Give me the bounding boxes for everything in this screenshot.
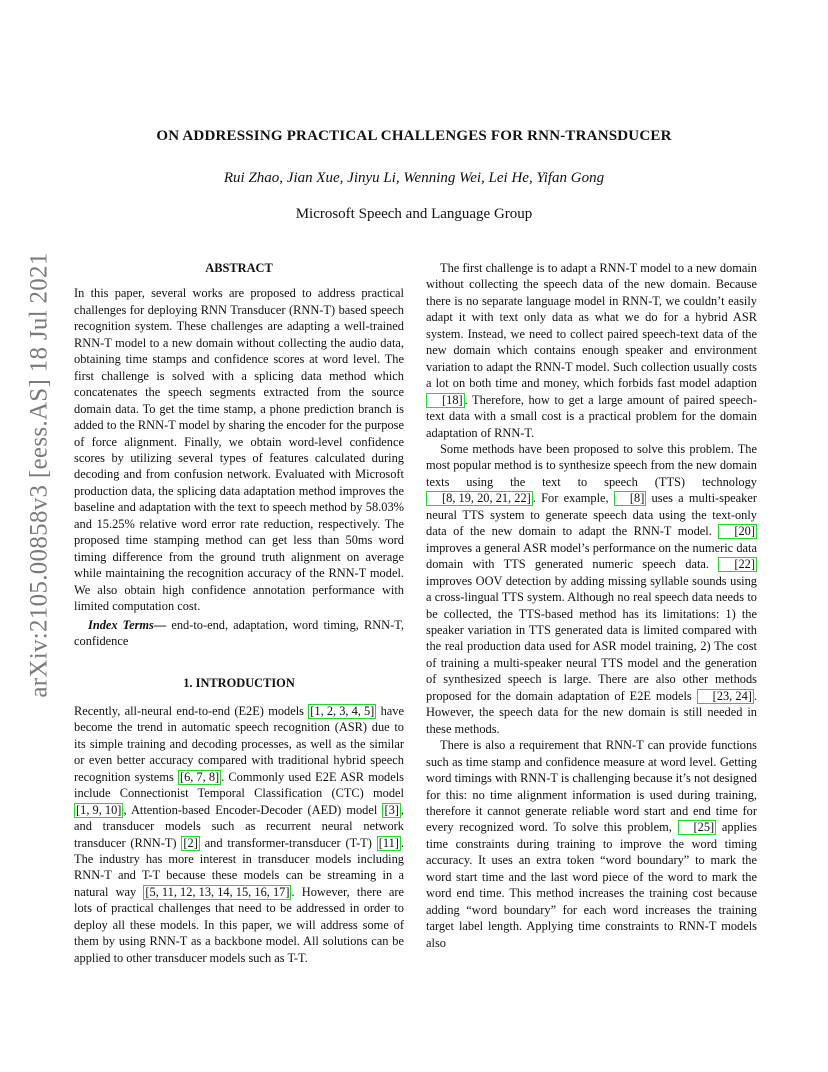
text-run: Some methods have been proposed to solve this problem. The most popular method is to synthesize speech from the new domain texts using the text to speech (TTS) technology bbox=[426, 441, 757, 489]
text-run: , and transducer models such as recurrent neural network transducer (RNN-T) bbox=[74, 802, 404, 850]
right-column bbox=[426, 260, 757, 951]
abstract-text: In this paper, several works are proposed to address practical challenges for deploying RNN Transducer (RNN-T) based speech recognition system. These challenges are adapting a well-trained RNN-T model to a new domain without collecting the audio data, obtaining time stamps and confidence scores at word level. The first challenge is solved with a splicing data method which concatenates the speech segments extracted from the source domain data. To get the time stamp, a phone prediction branch is added to the RNN-T model by sharing the encoder for the purpose of force alignment. Finally, we obtain word-level confidence scores by utilizing several types of features calculated during decoding and from confusion network. Evaluated with Microsoft production data, the splicing data adaptation method improves the baseline and adaptation with the text to speech method by 58.03% and 15.25% relative word error rate reduction, respectively. The proposed time stamping method can get less than 50ms word timing difference from the ground truth alignment on average while maintaining the recognition accuracy of the RNN-T model. We also obtain high confidence annotation performance with limited computation cost. bbox=[74, 286, 404, 614]
text-run: and transformer-transducer (T-T) bbox=[199, 835, 377, 850]
text-run: improves a general ASR model’s performance on the numeric data domain with TTS generated numeric speech data. bbox=[426, 540, 757, 572]
citation-link[interactable]: [3] bbox=[384, 802, 399, 817]
introduction-heading: 1. INTRODUCTION bbox=[183, 676, 295, 691]
citation-link[interactable]: [5, 11, 12, 13, 14, 15, 16, 17] bbox=[145, 884, 290, 899]
text-run: improves OOV detection by adding missing syllable sounds using a cross-lingual TTS system. Although no real speech data needs to be collected, the TTS-based method has its limitations: 1) the speaker variation in TTS generated data is limited compared with the real production data used for ASR model training, 2) The cost of training a multi-speaker neural TTS model and the generation of synthesized speech is large. There are also other methods proposed for the domain adaptation of E2E models bbox=[426, 573, 757, 703]
intro-paragraph-1 bbox=[74, 703, 404, 966]
arxiv-sidebar bbox=[22, 252, 58, 698]
citation-link[interactable]: [8, 19, 20, 21, 22] bbox=[426, 491, 533, 506]
arxiv-identifier: arXiv:2105.00858v3 [eess.AS] 18 Jul 2021 bbox=[26, 252, 53, 698]
text-run: Recently, all-neural end-to-end (E2E) models bbox=[74, 703, 309, 718]
text-run: uses a multi-speaker neural TTS system to generate speech data using the text-only data of the new domain to adapt the RNN-T model. bbox=[426, 491, 757, 539]
intro-paragraph-2 bbox=[426, 260, 757, 441]
text-run: have become the trend in automatic speech recognition (ASR) due to its simple training and decoding processes, as well as the similar or even better accuracy compared with traditional hybrid speech recognition systems bbox=[74, 703, 404, 784]
text-run: , Attention-based Encoder-Decoder (AED) model bbox=[123, 802, 383, 817]
text-run: applies time constraints during training to improve the word timing accuracy. It uses an extra token “word boundary” to mark the word start time and the last word piece of the word to mark the word end time. This method increases the training cost because adding “word boundary” for each word increases the training target label length. Applying time constraints to RNN-T models also bbox=[426, 820, 757, 950]
intro-paragraph-4 bbox=[426, 737, 757, 951]
citation-link[interactable]: [6, 7, 8] bbox=[179, 769, 220, 784]
text-run: . Therefore, how to get a large amount of paired speech-text data with a small cost is a practical problem for the domain adaptation of RNN-T. bbox=[426, 392, 757, 440]
citation-link[interactable]: [11] bbox=[378, 835, 399, 850]
paper-affiliation: Microsoft Speech and Language Group bbox=[295, 206, 533, 222]
text-run: There is also a requirement that RNN-T can provide functions such as time stamp and confidence measure at word level. Getting word timings with RNN-T is challenging because it’s not designed for this: no time alignment information is used during training, therefore it cannot generate reliable word start and end time for every recognized word. To solve this problem, bbox=[426, 738, 757, 835]
text-run: . The industry has more interest in transducer models including RNN-T and T-T because these models can be streaming in a natural way bbox=[74, 835, 404, 899]
text-run: . Commonly used E2E ASR models include Connectionist Temporal Classification (CTC) model bbox=[74, 769, 404, 801]
paper-title: ON ADDRESSING PRACTICAL CHALLENGES FOR RNN-TRANSDUCER bbox=[156, 128, 672, 144]
text-run: . For example, bbox=[532, 491, 614, 506]
text-run: . However, there are lots of practical challenges that need to be addressed in order to deploy all these models. In this paper, we will address some of them by using RNN-T as a backbone model. All solutions can be applied to other transducer models such as T-T. bbox=[74, 884, 404, 965]
text-run: . However, the speech data for the new domain is still needed in these methods. bbox=[426, 688, 757, 736]
citation-link[interactable]: [25] bbox=[678, 820, 717, 835]
intro-paragraph-3 bbox=[426, 441, 757, 737]
citation-link[interactable]: [1, 2, 3, 4, 5] bbox=[310, 703, 375, 718]
citation-link[interactable]: [18] bbox=[426, 393, 465, 408]
citation-link[interactable]: [23, 24] bbox=[697, 689, 754, 704]
paper-authors: Rui Zhao, Jian Xue, Jinyu Li, Wenning Wei, Lei He, Yifan Gong bbox=[223, 170, 605, 186]
abstract-heading: ABSTRACT bbox=[205, 261, 273, 275]
citation-link[interactable]: [1, 9, 10] bbox=[76, 802, 122, 817]
index-terms bbox=[74, 617, 404, 650]
text-run: The first challenge is to adapt a RNN-T model to a new domain without collecting the speech data of the new domain. Because there is no separate language model in RNN-T, we couldn’t easily adapt it with text only data as what we do for a hybrid ASR system. Instead, we need to collect paired speech-text data of the new domain which contains enough speaker and environment variation to adapt the RNN-T model. Such collection usually costs a lot on both time and money, which forbids fast model adaption bbox=[426, 261, 757, 391]
citation-link[interactable]: [22] bbox=[718, 557, 757, 572]
left-column bbox=[74, 260, 404, 966]
index-terms-text: end-to-end, adaptation, word timing, RNN-T, confidence bbox=[74, 617, 404, 648]
index-terms-label: Index Terms— bbox=[88, 617, 167, 632]
citation-link[interactable]: [2] bbox=[183, 835, 198, 850]
citation-link[interactable]: [20] bbox=[718, 524, 757, 539]
citation-link[interactable]: [8] bbox=[614, 491, 646, 506]
